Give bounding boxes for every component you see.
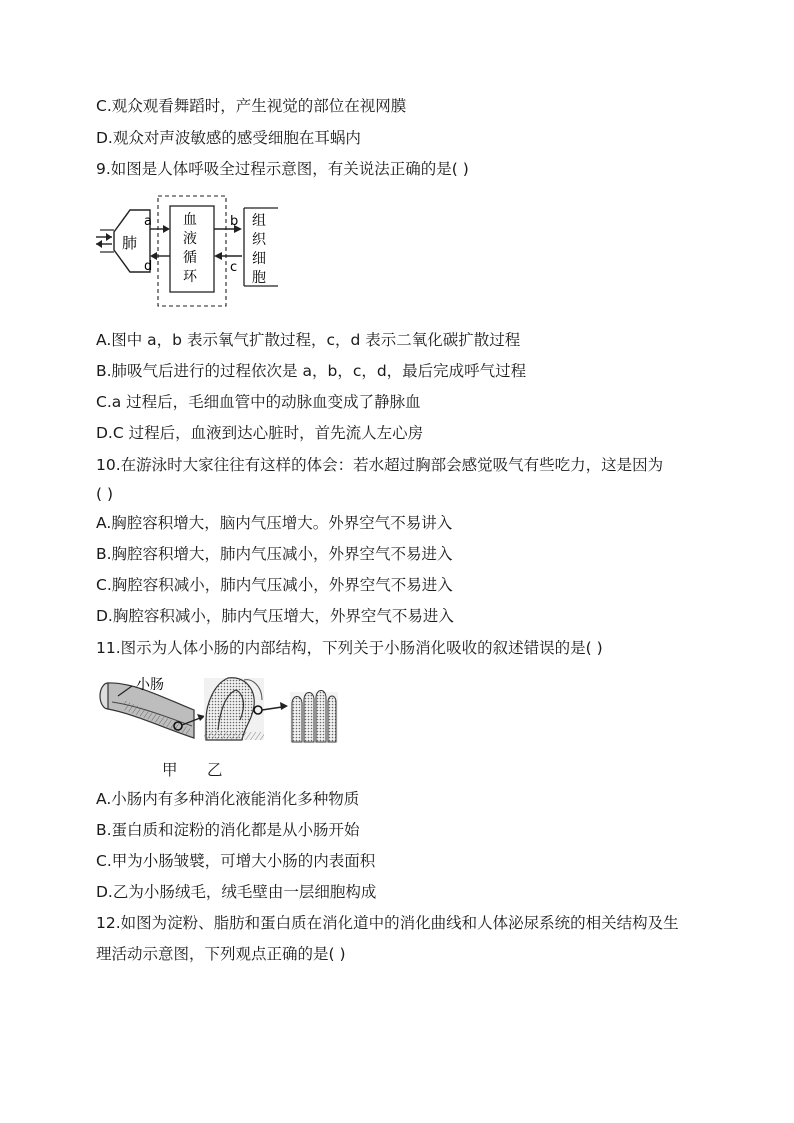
blood-char-1: 血: [183, 212, 197, 228]
q8-option-d: D.观众对声波敏感的感受细胞在耳蜗内: [96, 129, 361, 147]
q10-option-a: A.胸腔容积增大，脑内气压增大。外界空气不易讲入: [96, 514, 453, 532]
q11-option-d: D.乙为小肠绒毛，绒毛壁由一层细胞构成: [96, 883, 377, 901]
q11-option-c: C.甲为小肠皱襞，可增大小肠的内表面积: [96, 852, 376, 870]
label-d: d: [144, 259, 153, 274]
q11-stem: 11.图示为人体小肠的内部结构，下列关于小肠消化吸收的叙述错误的是( ): [96, 639, 603, 657]
q10-option-b: B.胸腔容积增大，肺内气压减小，外界空气不易进入: [96, 545, 453, 563]
tissue-char-4: 胞: [252, 270, 266, 286]
blood-char-2: 液: [183, 231, 197, 247]
tissue-char-3: 细: [252, 251, 266, 267]
q11-option-a: A.小肠内有多种消化液能消化多种物质: [96, 790, 360, 808]
q8-option-c: C.观众观看舞蹈时，产生视觉的部位在视网膜: [96, 97, 407, 115]
lung-label: 肺: [122, 234, 138, 252]
q9-option-c: C.a 过程后，毛细血管中的动脉血变成了静脉血: [96, 393, 421, 411]
caption-yi: 乙: [207, 761, 223, 779]
tissue-char-2: 织: [252, 232, 266, 248]
label-b: b: [230, 214, 239, 229]
q12-stem-line1: 12.如图为淀粉、脂肪和蛋白质在消化道中的消化曲线和人体泌尿系统的相关结构及生: [96, 914, 679, 932]
q10-stem-line1: 10.在游泳时大家往往有这样的体会：若水超过胸部会感觉吸气有些吃力，这是因为: [96, 456, 664, 474]
q10-option-d: D.胸腔容积减小，肺内气压增大，外界空气不易进入: [96, 607, 454, 625]
q9-option-b: B.肺吸气后进行的过程依次是 a，b，c，d，最后完成呼气过程: [96, 362, 527, 380]
villi-image: [290, 691, 338, 743]
fold-image: [204, 678, 264, 740]
q9-option-a: A.图中 a，b 表示氧气扩散过程，c，d 表示二氧化碳扩散过程: [96, 331, 521, 349]
label-c: c: [230, 260, 238, 275]
blood-char-4: 环: [183, 269, 197, 285]
intestine-label: 小肠: [136, 677, 164, 693]
caption-jia: 甲: [162, 761, 178, 779]
label-a: a: [144, 214, 152, 229]
blood-char-3: 循: [183, 250, 197, 266]
q10-option-c: C.胸腔容积减小，肺内气压减小，外界空气不易进入: [96, 576, 453, 594]
tissue-char-1: 组: [252, 213, 266, 229]
q9-option-d: D.C 过程后，血液到达心脏时，首先流人左心房: [96, 424, 424, 442]
small-intestine-figure: [94, 670, 344, 750]
q9-stem: 9.如图是人体呼吸全过程示意图，有关说法正确的是( ): [96, 160, 469, 178]
q11-option-b: B.蛋白质和淀粉的消化都是从小肠开始: [96, 821, 360, 839]
q12-stem-line2: 理活动示意图，下列观点正确的是( ): [96, 945, 346, 963]
q10-stem-line2: ( ): [96, 485, 114, 503]
respiration-diagram: [92, 192, 292, 310]
